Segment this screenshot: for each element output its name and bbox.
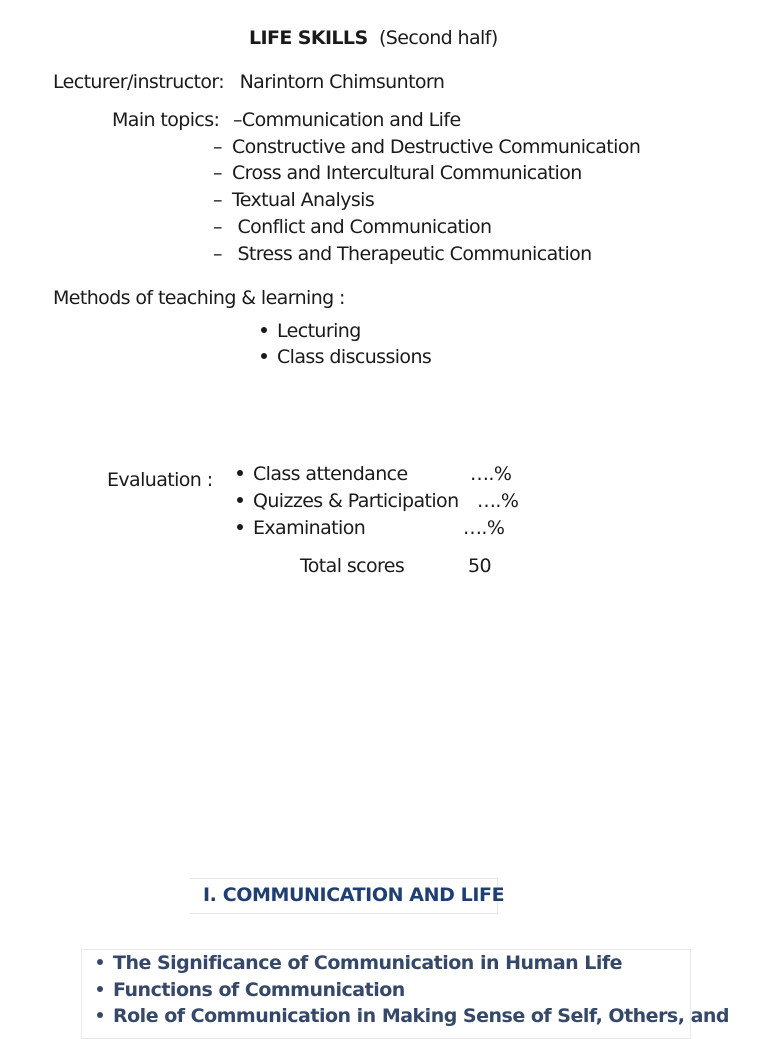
lecturer-label: Lecturer/instructor: xyxy=(53,71,225,93)
topic-item xyxy=(213,243,592,265)
evaluation-item xyxy=(237,490,459,512)
lecturer-name: Narintorn Chimsuntorn xyxy=(239,71,445,93)
document-title xyxy=(249,27,498,49)
evaluation-item-name: Class attendance xyxy=(253,463,408,485)
bullet-icon xyxy=(261,353,267,359)
bullet-icon xyxy=(97,986,103,992)
evaluation-label: Evaluation : xyxy=(107,469,213,491)
bullet-icon xyxy=(237,497,243,503)
topic-dash: – xyxy=(213,189,222,211)
section-list-item xyxy=(97,979,405,1001)
bullet-icon xyxy=(237,470,243,476)
topic-item xyxy=(213,136,640,158)
evaluation-item xyxy=(237,517,365,539)
topic-text: Stress and Therapeutic Communication xyxy=(232,243,592,265)
total-scores-value: 50 xyxy=(468,555,491,577)
lecturer-line xyxy=(53,71,444,93)
topic-text: Constructive and Destructive Communication xyxy=(232,136,641,158)
topic-dash: – xyxy=(213,243,222,265)
topic-text: Cross and Intercultural Communication xyxy=(232,162,582,184)
topic-dash: – xyxy=(233,109,242,131)
evaluation-item-name: Examination xyxy=(253,517,366,539)
topic-item xyxy=(213,216,492,238)
method-text: Lecturing xyxy=(277,320,361,342)
section-list-item xyxy=(97,952,622,974)
topic-text: Textual Analysis xyxy=(232,189,375,211)
evaluation-item-value: ….% xyxy=(470,463,512,485)
section-list-text: Role of Communication in Making Sense of Self, Others, and xyxy=(113,1005,730,1027)
bullet-icon xyxy=(237,524,243,530)
topic-dash: – xyxy=(213,136,222,158)
topic-dash: – xyxy=(213,162,222,184)
bullet-icon xyxy=(261,327,267,333)
section-list-text: Functions of Communication xyxy=(113,979,405,1001)
topic-text: Communication and Life xyxy=(241,109,461,131)
title-subtitle: (Second half) xyxy=(378,27,498,49)
topic-item xyxy=(233,109,461,131)
evaluation-item-value: ….% xyxy=(463,517,505,539)
topic-item xyxy=(213,162,582,184)
methods-label: Methods of teaching & learning : xyxy=(53,287,345,309)
evaluation-item-value: ….% xyxy=(477,490,519,512)
topic-dash: – xyxy=(213,216,222,238)
title-course-name: LIFE SKILLS xyxy=(249,27,368,49)
bullet-icon xyxy=(97,959,103,965)
total-scores-label: Total scores xyxy=(300,555,405,577)
method-item xyxy=(261,320,361,342)
method-item xyxy=(261,346,431,368)
evaluation-item-name: Quizzes & Participation xyxy=(253,490,459,512)
section-title: I. COMMUNICATION AND LIFE xyxy=(203,884,505,906)
evaluation-item xyxy=(237,463,408,485)
topic-item xyxy=(213,189,374,211)
topics-label: Main topics: xyxy=(112,109,220,131)
method-text: Class discussions xyxy=(277,346,432,368)
bullet-icon xyxy=(97,1012,103,1018)
topic-text: Conflict and Communication xyxy=(232,216,492,238)
section-list-text: The Significance of Communication in Human Life xyxy=(113,952,623,974)
